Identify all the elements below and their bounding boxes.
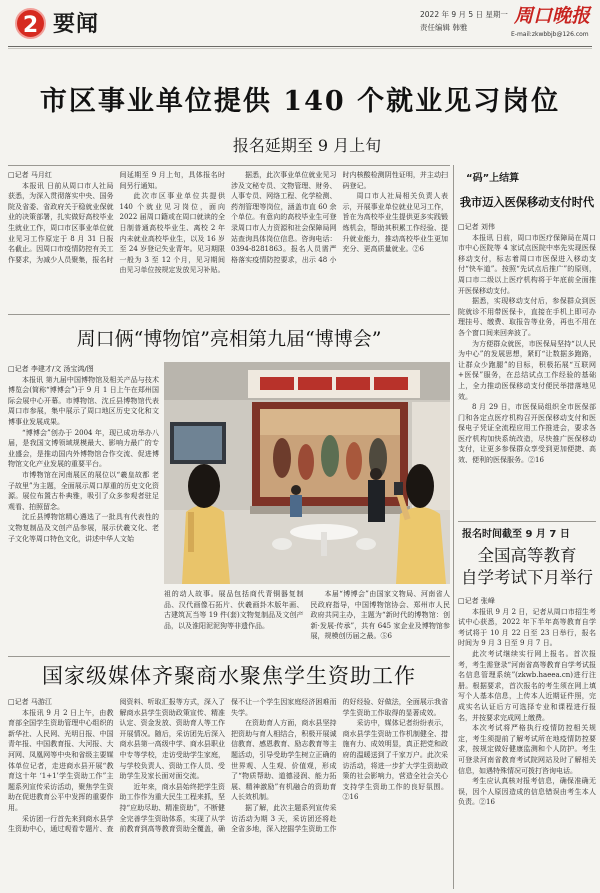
museum-paragraph: “博博会”创办于 2004 年，现已成功举办八届，是我国文博领域规模最大、影响力最广的专业盛会，是推动国内外博物馆合作交流、促进博物馆文化产业发展的重要平台。: [8, 428, 159, 469]
lead-subheadline: 报名延期至 9 月上旬: [232, 136, 382, 155]
sidebar-rule: [458, 521, 596, 522]
media-byline: □记者 马游江: [8, 698, 52, 706]
visitor-man-body: [368, 480, 385, 522]
chair: [356, 538, 376, 550]
painting-figure: [298, 444, 314, 480]
visitor-right-body: [396, 507, 446, 584]
payment-headline: 我市迈入医保移动支付时代: [459, 195, 595, 209]
visitor-child-body: [290, 495, 302, 517]
painting-figure: [346, 442, 362, 480]
header-rule: [8, 46, 592, 47]
booth-platform: [250, 506, 410, 514]
exam-paragraph: 本次考试将严格执行疫情防控相关规定，考生须提前了解考试所在地疫情防控要求，按规定做好健康监测和个人防护。考生可登录河南省教育考试院网站及时了解相关信息，如遇特殊情况可拨打咨询电话。: [458, 724, 596, 775]
exam-paragraph: 考生应认真核对报考信息，确保准确无误，因个人原因造成的信息错误由考生本人负责。②16: [458, 777, 596, 807]
visitor-phone: [394, 482, 403, 495]
exam-article-body: [458, 596, 596, 888]
painting-figure: [321, 435, 339, 477]
chair: [272, 538, 292, 550]
exam-paragraph: 此次考试继续实行网上报名。首次报考，考生需登录“河南省高等教育自学考试报名信息管理系统”(zkwb.haeea.cn)进行注册。根据要求，首次报名的考生须在网上填写个人基本信息，上传本人近期证件照，完成实名认证后方可选择专业和课程进行报名，并按要求完成网上缴费。: [458, 649, 596, 722]
page-number-badge: 2: [15, 8, 46, 39]
issue-date: 2022 年 9 月 5 日 星期一: [420, 10, 508, 19]
header-rule-thin: [8, 48, 592, 49]
booth-sign-lettering: [260, 377, 294, 390]
visitor-left-hair: [188, 464, 220, 508]
payment-paragraph: 8 月 29 日，市医保局组织全市医保部门和各定点医疗机构召开医保移动支付和医保电子凭证全流程应用工作推进会，要求各医疗机构加快系统改造，尽快推广医保移动支付，让更多参保群众享受到更加便捷、高效、便利的医保服务。②16: [458, 403, 596, 465]
media-paragraph: 采访团一行首先来到商水县学生资助中心，通过观看专题片、查阅资料、听取汇报等方式，深入了解商水县学生资助政策宣传、精准认定、资金发放、资助育人等工作开展情况。随后，采访团先后深入商水县第一高级中学、商水县职业中专等学校，走访受助学生家庭，与学校负责人、资助工作人员、受助学生及家长面对面交流。: [8, 698, 225, 834]
painting-figure: [273, 438, 291, 478]
newspaper-logo: 周口晚报: [514, 5, 591, 27]
lead-paragraph: 本报讯 日前从周口市人社局获悉，为深入贯彻落实中央、国务院及省委、省政府关于稳就业保就业的决策部署，扎实做好高校毕业生就业工作，周口市区事业单位就业见习工作原定于 8 月 31 日报名截止。因周口市疫情防控有关工作要求，为减少人员聚集，报名时间延期至 9 月上旬，具体报名时间另行通知。: [8, 171, 225, 264]
exhibition-photo: [164, 362, 450, 584]
exam-byline: □记者 张峰: [458, 597, 495, 605]
exam-kicker: 报名时间截至 9 月 7 日: [462, 529, 570, 540]
media-paragraph: 近年来，商水县始终把学生资助工作作为重大民生工程来抓，坚持“应助尽助、精准资助”，不断健全完善学生资助体系，实现了从学前教育到高等教育资助全覆盖，确保不让一个学生因家庭经济困难而失学。: [119, 698, 337, 834]
museum-paragraph: 沈丘县博物馆精心遴选了一批具有代表性的文物复制品及文创产品参展，展示伏羲文化、老子文化等周口特色文化，讲述中华人文始: [8, 513, 159, 543]
lead-paragraph: 周口市人社局相关负责人表示，开展事业单位就业见习工作，旨在为高校毕业生提供更多实践锻炼机会，帮助其积累工作经验、提升就业能力，推动高校毕业生更加充分、更高质量就业。②6: [342, 192, 448, 254]
lead-article-body: [8, 170, 448, 308]
visitor-right-hair: [406, 464, 434, 508]
payment-article-body: [458, 222, 596, 516]
painting-sky: [260, 409, 400, 435]
lead-byline: □记者 马月红: [8, 171, 52, 179]
booth-sign-lettering: [336, 377, 370, 390]
lead-paragraph: 据悉，此次事业单位就业见习涉及文秘专员、文物管理、财务、人事专员、网络工程、化学检测、药剂管理等岗位，涵盖市直 60 余个单位。有意向的高校毕业生可登录周口市人力资源和社会保障局网站查询具体岗位信息。咨询电话：0394-8281863。报名人员需严格落实疫情防控要求，出示 48 小时内核酸检测阴性证明，并主动扫码登记。: [231, 171, 448, 264]
museum-paragraph: 市博物馆在河南展区的展位以“羲皇故都 老子故里”为主题，全面展示周口厚重的历史文化资源。展位布置古朴典雅，吸引了众多参观者驻足观看、拍照留念。: [8, 470, 159, 511]
exam-paragraph: 本报讯 9 月 2 日，记者从周口市招生考试中心获悉，2022 年下半年高等教育自学考试将于 10 月 22 日至 23 日举行，报名时间为 9 月 3 日至 9 月 7 日。: [458, 607, 596, 648]
media-top-rule: [8, 656, 450, 657]
payment-paragraph: 为方便群众就医，市医保局坚持“以人民为中心”的发展思想，紧盯“让数据多跑路，让群众少跑腿”的目标，积极拓展“互联网+医保”服务，在总结试点工作经验的基础上，全力推动医保移动支付便民举措落地见效。: [458, 339, 596, 401]
visitor-man-head: [370, 468, 382, 480]
exam-headline-line1: 全国高等教育: [477, 546, 577, 565]
museum-continuation-paragraph: 祖的动人故事。展品包括商代青铜器复制品、汉代画像石拓片、伏羲画卦木版年画、古建筑瓦当等 19 件(套)文物复制品及文创产品，以及淮阳泥泥狗等非遗作品。: [164, 590, 304, 630]
lead-paragraph: 此次市区事业单位共提供 140 个就业见习岗位，面向 2022 届周口籍或在周口就读的全日制普通高校毕业生、离校 2 年内未就业高校毕业生，以及 16 岁至 24 岁登记失业青年。见习期限一般为 3 至 12 个月，见习期间由见习单位按规定发放见习补贴。: [119, 192, 225, 275]
sidebar-divider: [453, 165, 454, 889]
media-paragraph: 本报讯 9 月 2 日上午，由教育部全国学生资助管理中心组织的新华社、人民网、光明日报、中国青年报、中国教育报、大河报、大河网、凤凰网等中央和省级主要媒体单位记者，走进商水县开展“教育这十年 ‘1+1’学生资助工作”主题系列宣传采访活动，聚焦学生资助在促进教育公平中发挥的重要作用。: [8, 708, 114, 812]
display-screen-content: [174, 426, 222, 460]
exhibition-photo-image: [164, 362, 450, 584]
visitor-left-arm: [188, 512, 194, 552]
media-paragraph: 据了解，此次主题系列宣传采访活动为期 3 天，采访团还将赴全省多地，深入挖掘学生资助工作的好经验、好做法，全面展示我省学生资助工作取得的显著成效。: [231, 698, 448, 834]
museum-article-body: [8, 364, 159, 604]
lead-headline: 市区事业单位提供 140 个就业见习岗位: [39, 86, 561, 117]
media-headline: 国家级媒体齐聚商水聚焦学生资助工作: [42, 664, 416, 688]
museum-paragraph: 本报讯 第九届中国博物馆及相关产品与技术博览会(简称“博博会”)于 9 月 1 日上午在郑州国际会展中心开幕。市博物馆、沈丘县博物馆代表周口市参展，集中展示了周口地区历史文化和文博事业发展成果。: [8, 375, 159, 426]
editor-credit: 责任编辑 韩雅: [420, 23, 468, 32]
round-table-pedestal: [321, 532, 327, 556]
lead-top-rule: [8, 165, 450, 166]
contact-email: E-mail:zkwbbjb@126.com: [511, 31, 589, 38]
booth-sign-lettering: [374, 377, 408, 390]
booth-sign-lettering: [298, 377, 332, 390]
museum-article-continuation: [164, 589, 450, 653]
payment-byline: □记者 刘伟: [458, 223, 495, 231]
media-paragraph: 采访中，媒体记者纷纷表示，商水县学生资助工作机制健全、措施有力、成效明显，真正把党和政府的温暖送到了千家万户。此次采访活动，将进一步扩大学生资助政策的社会影响力，营造全社会关心支持学生资助工作的良好氛围。②16: [342, 719, 448, 802]
media-article-body: [8, 697, 448, 887]
section-title: 要闻: [53, 11, 100, 37]
exam-headline-line2: 自学考试下月举行: [461, 568, 593, 587]
payment-paragraph: 据悉，实现移动支付后，参保群众到医院就诊不用带医保卡，直接在手机上即可办理挂号、缴费、取报告等业务，再也不用在各个窗口间来回奔波了。: [458, 297, 596, 337]
museum-byline: □记者 李建才/文 汤宝鸿/图: [8, 365, 94, 373]
payment-kicker: “码”上结算: [466, 173, 520, 184]
media-paragraph: 在资助育人方面，商水县坚持把资助与育人相结合，积极开展诚信教育、感恩教育、励志教育等主题活动，引导受助学生树立正确的世界观、人生观、价值观，形成了“物质帮助、道德浸润、能力拓展、精神激励”有机融合的资助育人长效机制。: [231, 719, 337, 802]
museum-headline: 周口俩“博物馆”亮相第九届“博博会”: [76, 328, 382, 350]
payment-paragraph: 本报讯 日前，周口市医疗保障局在周口市中心医院等 4 家试点医院中率先实现医保移动支付，标志着周口市医保进入移动支付“快车道”。按照“先试点后推广”的原则，周口市二级以上医疗机构将于年底前全面推开医保移动支付。: [458, 233, 596, 295]
visitor-child-head: [291, 485, 301, 495]
museum-top-rule: [8, 314, 450, 315]
museum-continuation-paragraph: 本届“博博会”由国家文物局、河南省人民政府指导，中国博物馆协会、郑州市人民政府共同主办，主题为“新时代的博物馆：创新·发展·传承”，共有 645 家企业及博物馆参展，规模创历届之最。⑤6: [310, 590, 450, 641]
